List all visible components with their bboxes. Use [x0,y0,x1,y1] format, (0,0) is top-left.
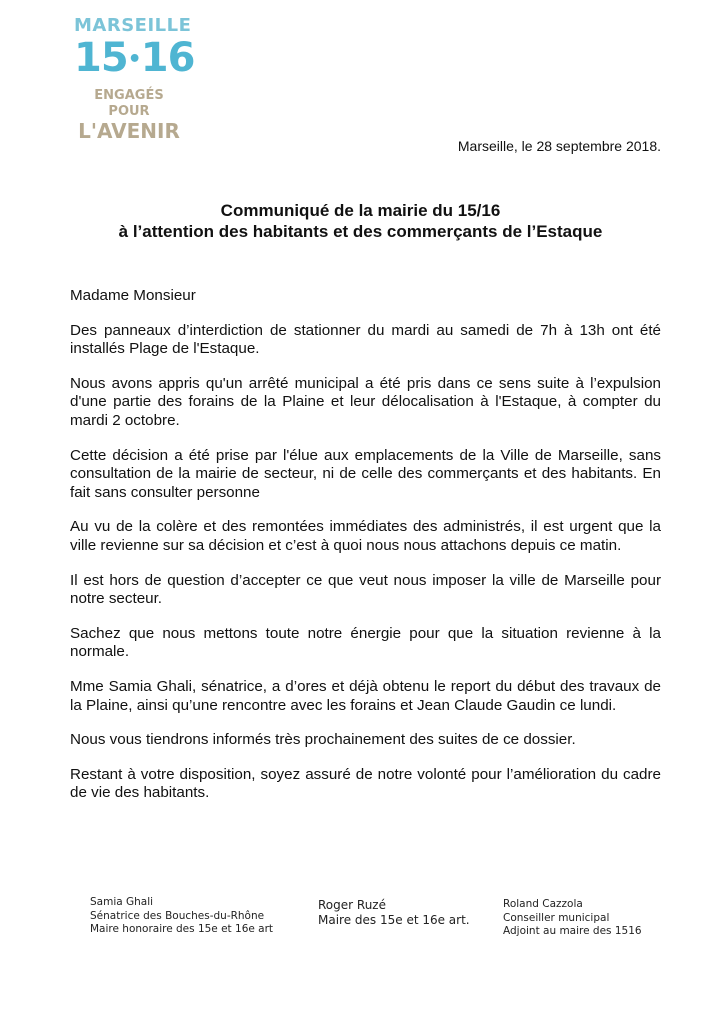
logo-tagline-1: ENGAGÉS POUR [94,88,164,119]
signature-role: Conseiller municipal [503,911,610,924]
title-line-2: à l’attention des habitants et des commerçants de l’Estaque [118,222,603,241]
signature-name: Roland Cazzola [503,898,583,910]
paragraph: Il est hors de question d’accepter ce que veut nous imposer la ville de Marseille pour notre secteur. [70,571,661,608]
logo-city: MARSEILLE [74,15,192,36]
logo-number-15: 15 [74,35,128,81]
signature-role: Maire honoraire des 15e et 16e art [90,923,274,935]
logo [74,15,195,143]
document-title [40,200,681,242]
paragraph: Des panneaux d’interdiction de stationner du mardi au samedi de 7h à 13h ont été installés Plage de l'Estaque. [70,321,661,358]
signature-samia-ghali [90,896,273,937]
logo-number [74,35,195,82]
logo-number-16: 16 [140,35,195,81]
signature-name: Samia Ghali [90,896,154,908]
paragraph: Nous vous tiendrons informés très prochainement des suites de ce dossier. [70,731,576,749]
signature-role: Maire des 15e et 16e art. [318,913,470,927]
signature-name: Roger Ruzé [318,898,386,912]
closing-paragraph: Restant à votre disposition, soyez assuré de notre volonté pour l’amélioration du cadre de vie des habitants. [70,765,661,802]
paragraph: Nous avons appris qu'un arrêté municipal a été pris dans ce sens suite à l’expulsion d'une partie des forains de la Plaine et leur délocalisation à l'Estaque, à compter du mardi 2 octobre. [70,374,661,429]
logo-tagline-2: L'AVENIR [78,119,180,143]
paragraph: Sachez que nous mettons toute notre énergie pour que la situation revienne à la normale. [70,624,661,661]
logo-dot: • [127,47,141,72]
document-date: Marseille, le 28 septembre 2018. [457,138,661,154]
salutation: Madame Monsieur [70,287,196,304]
paragraph: Cette décision a été prise par l'élue aux emplacements de la Ville de Marseille, sans consultation de la mairie de secteur, ni de celle des commerçants et des habitants. En fait sans consulter personne [70,446,661,501]
signature-role: Adjoint au maire des 1516 [503,925,642,937]
paragraph: Mme Samia Ghali, sénatrice, a d’ores et déjà obtenu le report du début des travaux de la Plaine, ainsi qu’une rencontre avec les forains et Jean Claude Gaudin ce lundi. [70,677,661,714]
paragraph: Au vu de la colère et des remontées immédiates des administrés, il est urgent que la ville revienne sur sa décision et c’est à quoi nous nous attachons depuis ce matin. [70,518,661,554]
signature-roger-ruze [318,898,470,928]
signature-role: Sénatrice des Bouches-du-Rhône [90,909,265,922]
title-line-1: Communiqué de la mairie du 15/16 [220,201,501,220]
signature-roland-cazzola [503,898,642,939]
letter-body [70,287,661,819]
